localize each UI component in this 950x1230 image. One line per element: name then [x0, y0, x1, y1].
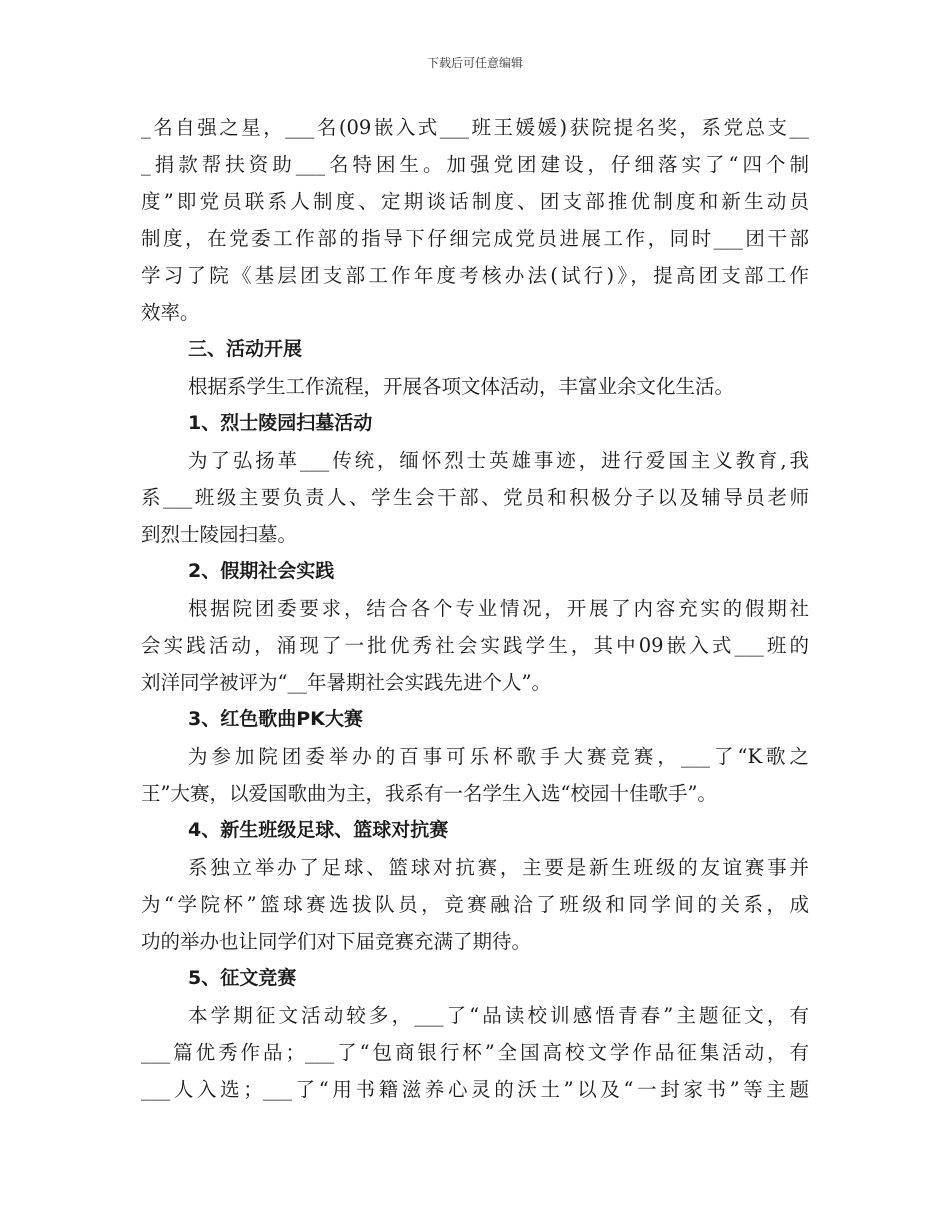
paragraph: [141, 997, 809, 1108]
paragraph-line: 效率。: [141, 301, 200, 324]
paragraph-line: ___人入选；___了“用书籍滋养心灵的沃土”以及“一封家书”等主题: [141, 1078, 809, 1101]
paragraph-line: 制度，在党委工作部的指导下仔细完成党员进展工作，同时___团干部: [141, 227, 809, 250]
paragraph-line: 度”即党员联系人制度、定期谈话制度、团支部推优制度和新生动员: [141, 190, 809, 213]
paragraph: [141, 738, 809, 812]
paragraph-line: ___篇优秀作品；___了“包商银行杯”全国高校文学作品征集活动，有: [141, 1041, 809, 1064]
paragraph-line: 为“学院杯”篮球赛选拔队员，竞赛融洽了班级和同学间的关系，成: [141, 893, 809, 916]
section-heading: 3、红色歌曲PK大赛: [188, 708, 363, 730]
paragraph-line: 系___班级主要负责人、学生会干部、党员和积极分子以及辅导员老师: [141, 486, 809, 509]
page-header: 下载后可任意编辑: [426, 56, 523, 70]
paragraph-line: 根据院团委要求，结合各个专业情况，开展了内容充实的假期社: [188, 597, 809, 620]
section-heading: 2、假期社会实践: [188, 560, 335, 582]
paragraph-line: 刘洋同学被评为“__年暑期社会实践先进个人”。: [141, 671, 551, 694]
paragraph-line: 为了弘扬革___传统，缅怀烈士英雄事迹，进行爱国主义教育,我: [188, 449, 809, 472]
paragraph-line: 根据系学生工作流程，开展各项文体活动，丰富业余文化生活。: [188, 375, 735, 398]
document-body: [141, 109, 809, 1108]
paragraph-line: 王”大赛，以爱国歌曲为主，我系有一名学生入选“校园十佳歌手”。: [141, 782, 717, 805]
paragraph-line: _名自强之星，___名(09嵌入式___班王媛媛)获院提名奖，系党总支__: [141, 116, 809, 139]
paragraph: [141, 109, 809, 331]
paragraph-line: 功的举办也让同学们对下届竞赛充满了期待。: [141, 930, 532, 953]
paragraph-line: 为参加院团委举办的百事可乐杯歌手大赛竞赛，___了“K歌之: [188, 745, 809, 768]
paragraph-line: 本学期征文活动较多，___了“品读校训感悟青春”主题征文，有: [188, 1004, 809, 1027]
paragraph-line: 系独立举办了足球、篮球对抗赛，主要是新生班级的友谊赛事并: [188, 856, 809, 879]
section-heading: 5、征文竞赛: [188, 967, 297, 989]
section-heading: 三、活动开展: [188, 338, 303, 360]
paragraph-line: 到烈士陵园扫墓。: [141, 523, 298, 546]
paragraph-line: _捐款帮扶资助___名特困生。加强党团建设，仔细落实了“四个制: [141, 153, 809, 176]
paragraph-line: 会实践活动，涌现了一批优秀社会实践学生，其中09嵌入式___班的: [141, 634, 809, 657]
paragraph: [141, 368, 809, 405]
paragraph: [141, 590, 809, 701]
section-heading: 1、烈士陵园扫墓活动: [188, 412, 373, 434]
section-heading: 4、新生班级足球、篮球对抗赛: [188, 819, 449, 841]
paragraph-line: 学习了院《基层团支部工作年度考核办法(试行)》，提高团支部工作: [141, 264, 809, 287]
paragraph: [141, 849, 809, 960]
paragraph: [141, 442, 809, 553]
